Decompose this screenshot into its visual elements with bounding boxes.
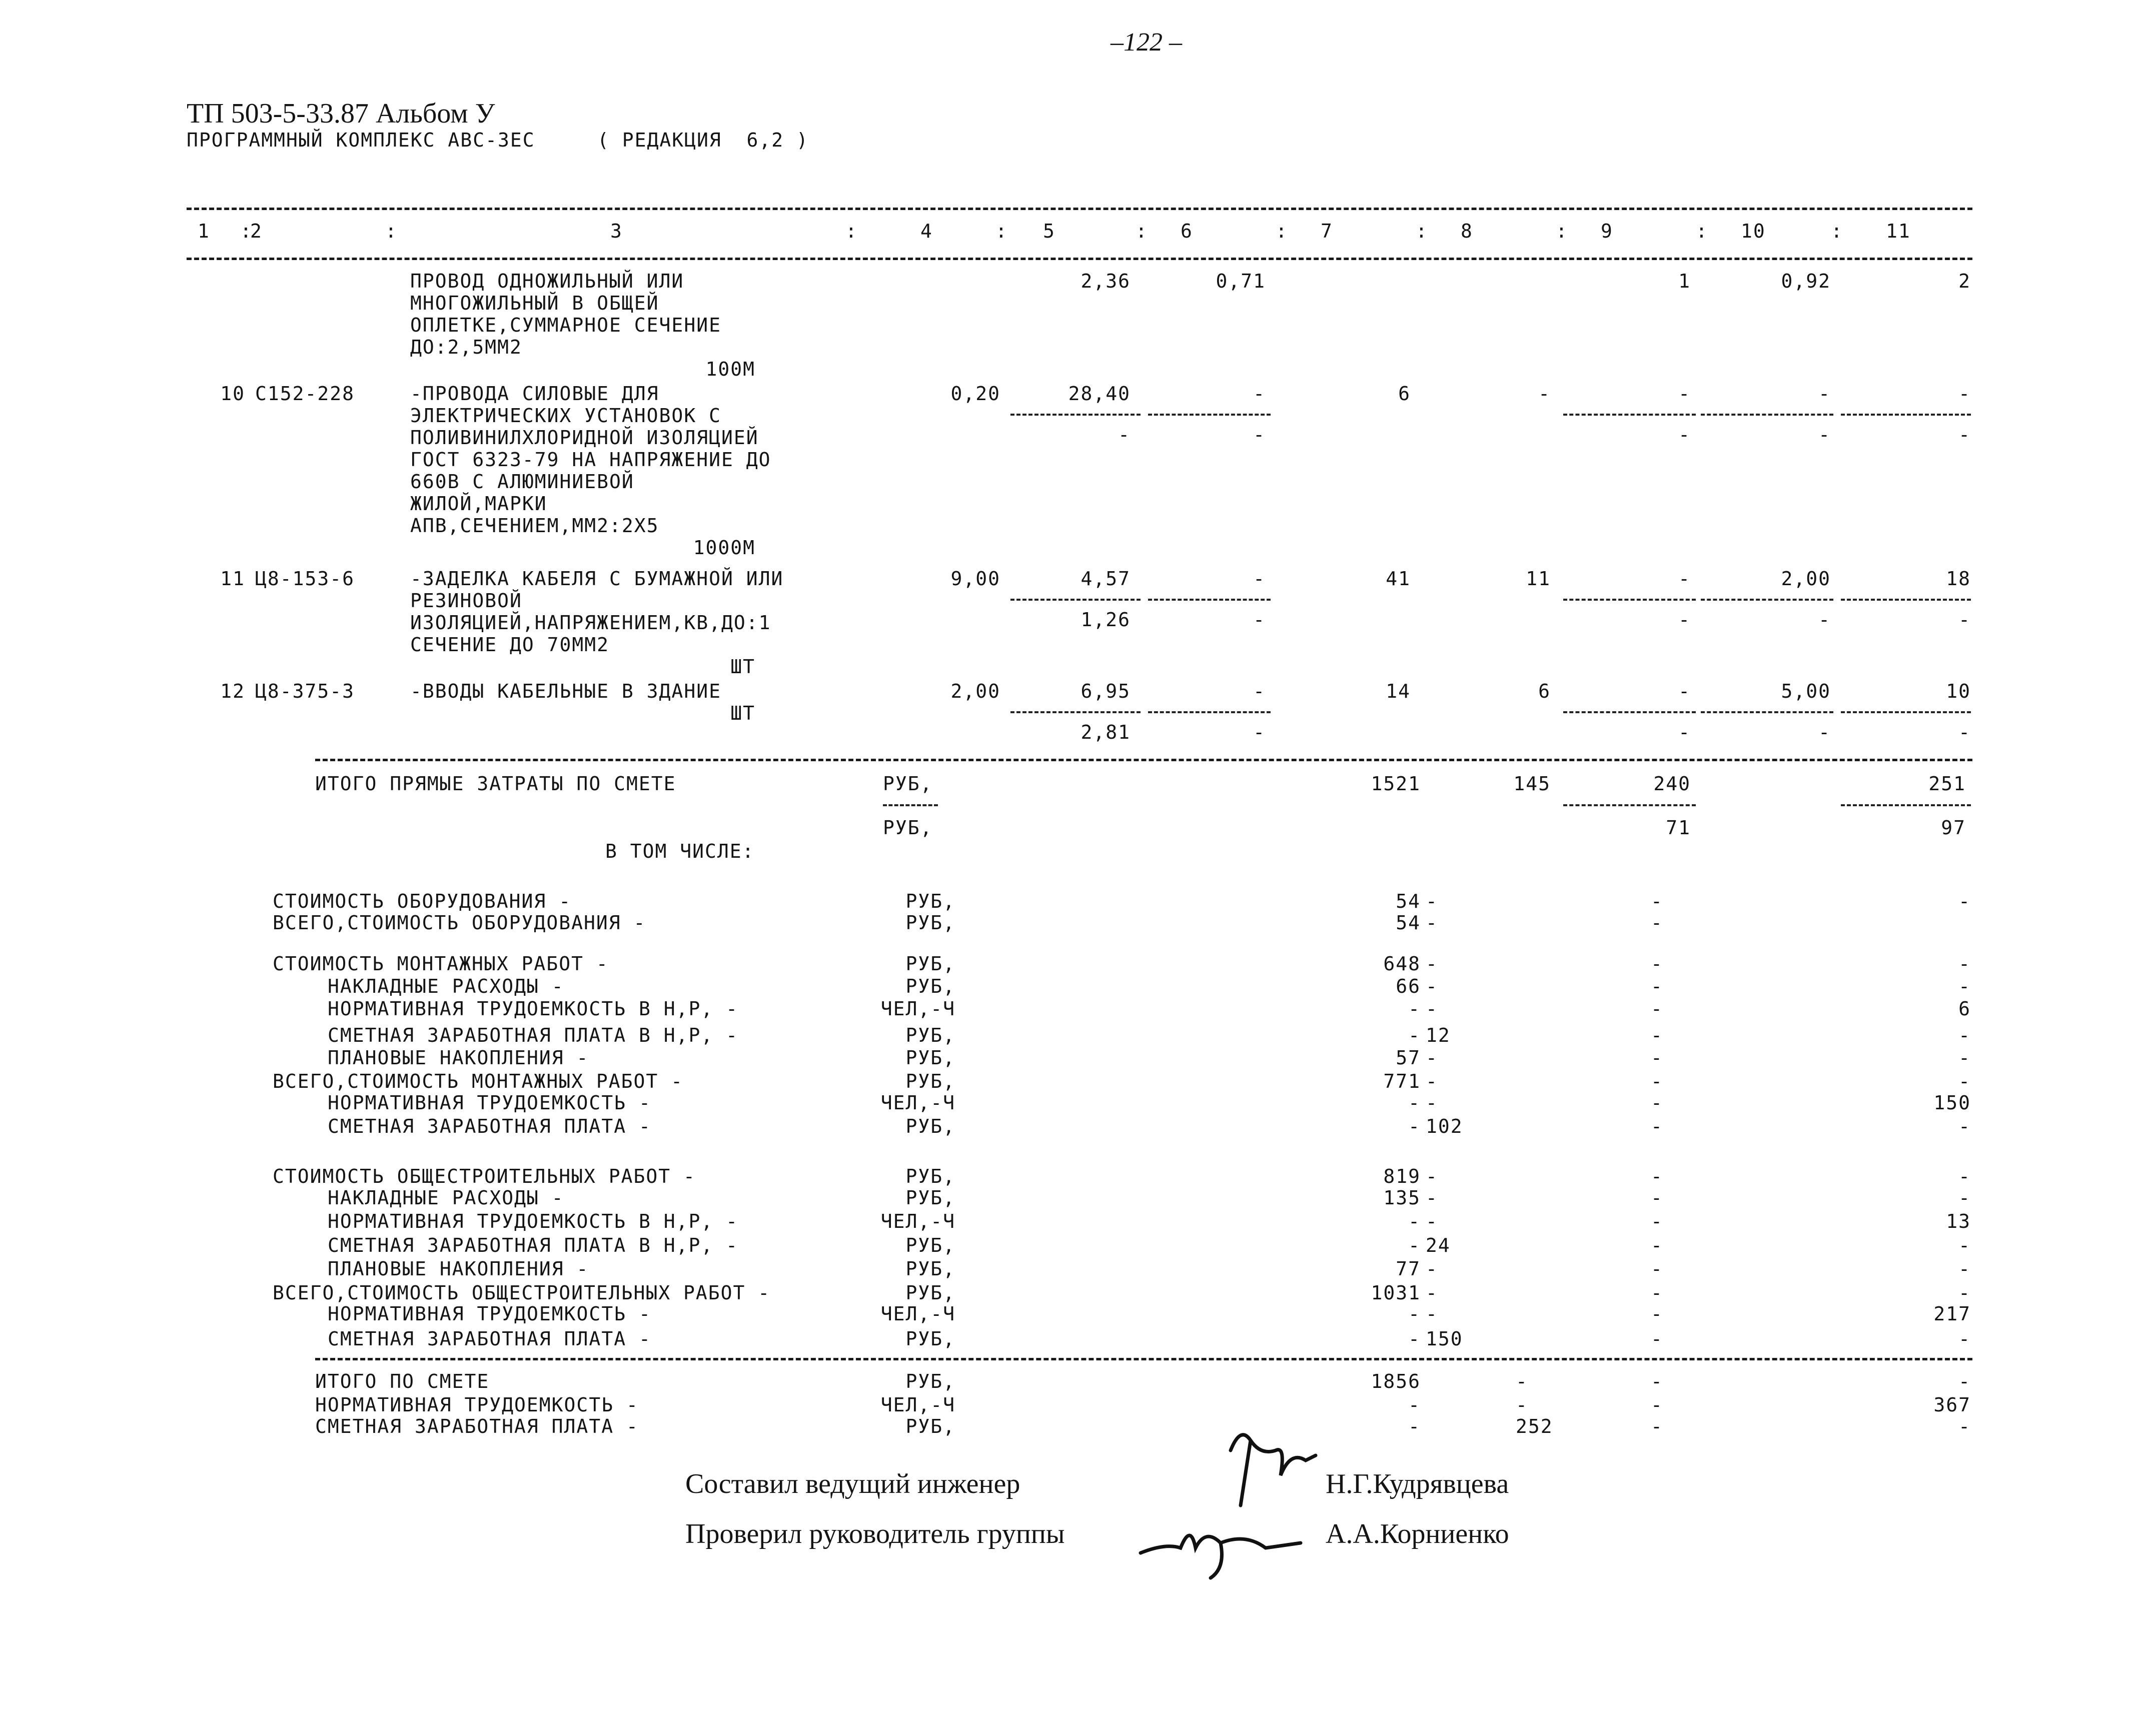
final-c7: - xyxy=(1408,1394,1421,1416)
item-c9: - xyxy=(1678,680,1691,702)
item-description-line: ЖИЛОЙ,МАРКИ xyxy=(410,493,547,515)
item-c11: 2 xyxy=(1958,270,1971,292)
item-c10b: - xyxy=(1818,424,1831,446)
summary-c8: - xyxy=(1426,890,1438,912)
final-c11: - xyxy=(1958,1370,1971,1392)
final-c9: - xyxy=(1651,1394,1663,1416)
summary-c11: 150 xyxy=(1933,1092,1971,1114)
summary-unit: РУБ, xyxy=(905,1165,955,1187)
cell-divider xyxy=(1841,414,1971,416)
item-c5: 4,57 xyxy=(1081,568,1131,590)
item-c6: - xyxy=(1253,568,1266,590)
summary-c8: - xyxy=(1426,953,1438,975)
item-number: 10 xyxy=(220,383,245,405)
item-c6: 0,71 xyxy=(1216,270,1266,292)
item-c9b: - xyxy=(1678,721,1691,743)
item-description-line: МНОГОЖИЛЬНЫЙ В ОБЩЕЙ xyxy=(410,292,659,314)
column-separator: : xyxy=(845,220,858,242)
column-header-2: 2 xyxy=(250,220,263,242)
final-c8: - xyxy=(1516,1394,1528,1416)
item-c11b: - xyxy=(1958,424,1971,446)
signature-kornienko xyxy=(1136,1508,1306,1583)
item-c9: - xyxy=(1678,568,1691,590)
summary-c11: - xyxy=(1958,1258,1971,1280)
summary-c11: - xyxy=(1958,1187,1971,1209)
item-description-line: ПРОВОД ОДНОЖИЛЬНЫЙ ИЛИ xyxy=(410,270,684,292)
summary-c8: - xyxy=(1426,1187,1438,1209)
summary-unit: РУБ, xyxy=(905,1115,955,1137)
final-rule xyxy=(315,1358,1972,1360)
item-code: Ц8-375-3 xyxy=(255,680,355,702)
summary-unit: ЧЕЛ,-Ч xyxy=(880,1092,955,1114)
summary-c11: - xyxy=(1958,1165,1971,1187)
summary-label: ВСЕГО,СТОИМОСТЬ ОБОРУДОВАНИЯ - xyxy=(273,912,646,934)
summary-c8: 24 xyxy=(1426,1234,1451,1256)
item-c4: 9,00 xyxy=(950,568,1000,590)
summary-c9: - xyxy=(1651,1303,1663,1325)
final-unit: ЧЕЛ,-Ч xyxy=(880,1394,955,1416)
item-description-line: ОПЛЕТКЕ,СУММАРНОЕ СЕЧЕНИЕ xyxy=(410,314,721,336)
summary-label: НОРМАТИВНАЯ ТРУДОЕМКОСТЬ В Н,Р, - xyxy=(328,1210,738,1232)
summary-unit: РУБ, xyxy=(905,912,955,934)
column-header-10: 10 xyxy=(1741,220,1766,242)
summary-c7: - xyxy=(1408,1210,1421,1232)
item-c9b: - xyxy=(1678,424,1691,446)
cell-divider xyxy=(1010,414,1141,416)
compiled-by-name: Н.Г.Кудрявцева xyxy=(1326,1468,1509,1499)
item-number: 11 xyxy=(220,568,245,590)
summary-c9: - xyxy=(1651,1258,1663,1280)
final-c8: - xyxy=(1516,1370,1528,1392)
column-header-8: 8 xyxy=(1461,220,1473,242)
direct-total-c7: 1521 xyxy=(1371,773,1421,795)
item-description-line: СЕЧЕНИЕ ДО 70ММ2 xyxy=(410,634,610,656)
item-c5b: - xyxy=(1118,424,1131,446)
summary-c7: 54 xyxy=(1396,912,1421,934)
summary-c9: - xyxy=(1651,1165,1663,1187)
cell-divider xyxy=(1148,599,1271,601)
summary-c8: 150 xyxy=(1426,1328,1463,1350)
column-header-7: 7 xyxy=(1321,220,1333,242)
item-unit: ШТ xyxy=(730,656,755,678)
header-bottom-rule xyxy=(187,258,1972,260)
summary-c11: - xyxy=(1958,1234,1971,1256)
item-c11: 18 xyxy=(1946,568,1971,590)
item-code: Ц8-153-6 xyxy=(255,568,355,590)
column-separator: : xyxy=(1556,220,1568,242)
item-c11: - xyxy=(1958,383,1971,405)
item-c9b: - xyxy=(1678,609,1691,631)
item-description-line: ЭЛЕКТРИЧЕСКИХ УСТАНОВОК С xyxy=(410,405,721,427)
summary-c11: - xyxy=(1958,1282,1971,1304)
summary-unit: ЧЕЛ,-Ч xyxy=(880,1210,955,1232)
item-c6b: - xyxy=(1253,609,1266,631)
item-c6b: - xyxy=(1253,424,1266,446)
item-c10b: - xyxy=(1818,609,1831,631)
summary-unit: РУБ, xyxy=(905,953,955,975)
c11-underline xyxy=(1841,804,1971,806)
summary-c11: - xyxy=(1958,1115,1971,1137)
item-description-line: АПВ,СЕЧЕНИЕМ,ММ2:2Х5 xyxy=(410,515,659,537)
signature-kudryavtseva xyxy=(1221,1420,1321,1510)
final-label: СМЕТНАЯ ЗАРАБОТНАЯ ПЛАТА - xyxy=(315,1415,639,1437)
final-c9: - xyxy=(1651,1415,1663,1437)
summary-unit: РУБ, xyxy=(905,1070,955,1092)
summary-label: СТОИМОСТЬ ОБОРУДОВАНИЯ - xyxy=(273,890,572,912)
column-header-6: 6 xyxy=(1181,220,1193,242)
summary-c7: - xyxy=(1408,998,1421,1020)
summary-c9: - xyxy=(1651,953,1663,975)
item-code: С152-228 xyxy=(255,383,355,405)
item-c8: 11 xyxy=(1526,568,1551,590)
item-c6: - xyxy=(1253,680,1266,702)
summary-c9: - xyxy=(1651,1024,1663,1046)
summary-c9: - xyxy=(1651,998,1663,1020)
summary-label: НАКЛАДНЫЕ РАСХОДЫ - xyxy=(328,1187,564,1209)
summary-c7: 77 xyxy=(1396,1258,1421,1280)
summary-c11: - xyxy=(1958,953,1971,975)
item-c10: - xyxy=(1818,383,1831,405)
item-description-line: -ЗАДЕЛКА КАБЕЛЯ С БУМАЖНОЙ ИЛИ xyxy=(410,568,784,590)
summary-label: ПЛАНОВЫЕ НАКОПЛЕНИЯ - xyxy=(328,1258,589,1280)
item-c4: 0,20 xyxy=(950,383,1000,405)
summary-unit: РУБ, xyxy=(905,1024,955,1046)
summary-unit: РУБ, xyxy=(905,1047,955,1069)
item-c6: - xyxy=(1253,383,1266,405)
summary-c9: - xyxy=(1651,1070,1663,1092)
final-c9: - xyxy=(1651,1370,1663,1392)
summary-c11: - xyxy=(1958,890,1971,912)
header-top-rule xyxy=(187,208,1972,210)
summary-c7: 135 xyxy=(1383,1187,1421,1209)
cell-divider xyxy=(1010,599,1141,601)
summary-c8: 102 xyxy=(1426,1115,1463,1137)
summary-c7: 1031 xyxy=(1371,1282,1421,1304)
cell-divider xyxy=(1701,414,1833,416)
summary-label: СМЕТНАЯ ЗАРАБОТНАЯ ПЛАТА - xyxy=(328,1328,651,1350)
direct-total-c11b: 97 xyxy=(1941,817,1966,839)
item-unit: 1000М xyxy=(693,537,755,559)
summary-unit: ЧЕЛ,-Ч xyxy=(880,1303,955,1325)
cell-divider xyxy=(1563,414,1696,416)
summary-unit: РУБ, xyxy=(905,1328,955,1350)
item-c6b: - xyxy=(1253,721,1266,743)
cell-divider xyxy=(1563,599,1696,601)
column-separator: : xyxy=(1831,220,1843,242)
summary-label: СТОИМОСТЬ ОБЩЕСТРОИТЕЛЬНЫХ РАБОТ - xyxy=(273,1165,696,1187)
checked-by-label: Проверил руководитель группы xyxy=(685,1518,1065,1549)
summary-c11: 13 xyxy=(1946,1210,1971,1232)
summary-c11: - xyxy=(1958,975,1971,997)
cell-divider xyxy=(1841,599,1971,601)
direct-total-unit: РУБ, xyxy=(883,773,933,795)
item-description-line: 660В С АЛЮМИНИЕВОЙ xyxy=(410,471,634,493)
summary-label: НОРМАТИВНАЯ ТРУДОЕМКОСТЬ В Н,Р, - xyxy=(328,998,738,1020)
summary-c11: 217 xyxy=(1933,1303,1971,1325)
column-separator: : xyxy=(1136,220,1148,242)
summary-c7: - xyxy=(1408,1115,1421,1137)
summary-unit: РУБ, xyxy=(905,1187,955,1209)
column-separator: : xyxy=(995,220,1008,242)
item-c5b: 2,81 xyxy=(1081,721,1131,743)
cell-divider xyxy=(1701,599,1833,601)
item-c4: 2,00 xyxy=(950,680,1000,702)
summary-c8: - xyxy=(1426,975,1438,997)
item-c5: 6,95 xyxy=(1081,680,1131,702)
item-number: 12 xyxy=(220,680,245,702)
summary-unit: РУБ, xyxy=(905,975,955,997)
summary-c11: - xyxy=(1958,1328,1971,1350)
summary-label: НОРМАТИВНАЯ ТРУДОЕМКОСТЬ - xyxy=(328,1303,651,1325)
summary-c7: - xyxy=(1408,1234,1421,1256)
final-unit: РУБ, xyxy=(905,1370,955,1392)
cell-divider xyxy=(1563,711,1696,713)
final-label: ИТОГО ПО СМЕТЕ xyxy=(315,1370,490,1392)
final-c11: - xyxy=(1958,1415,1971,1437)
summary-c8: 12 xyxy=(1426,1024,1451,1046)
summary-unit: ЧЕЛ,-Ч xyxy=(880,998,955,1020)
item-c10: 2,00 xyxy=(1781,568,1831,590)
direct-total-c8: 145 xyxy=(1513,773,1551,795)
summary-unit: РУБ, xyxy=(905,1282,955,1304)
summary-c7: - xyxy=(1408,1092,1421,1114)
column-header-1: 1 xyxy=(198,220,210,242)
summary-c7: 54 xyxy=(1396,890,1421,912)
item-description-line: ИЗОЛЯЦИЕЙ,НАПРЯЖЕНИЕМ,КВ,ДО:1 xyxy=(410,612,771,634)
summary-c7: 771 xyxy=(1383,1070,1421,1092)
summary-c9: - xyxy=(1651,1328,1663,1350)
summary-c7: - xyxy=(1408,1328,1421,1350)
summary-c9: - xyxy=(1651,975,1663,997)
column-separator: : xyxy=(385,220,398,242)
item-description-line: -ВВОДЫ КАБЕЛЬНЫЕ В ЗДАНИЕ xyxy=(410,680,721,702)
final-label: НОРМАТИВНАЯ ТРУДОЕМКОСТЬ - xyxy=(315,1394,639,1416)
summary-label: СМЕТНАЯ ЗАРАБОТНАЯ ПЛАТА - xyxy=(328,1115,651,1137)
item-description-line: -ПРОВОДА СИЛОВЫЕ ДЛЯ xyxy=(410,383,659,405)
summary-c8: - xyxy=(1426,1258,1438,1280)
item-c7: 41 xyxy=(1386,568,1411,590)
summary-c8: - xyxy=(1426,998,1438,1020)
summary-c7: 819 xyxy=(1383,1165,1421,1187)
summary-c8: - xyxy=(1426,912,1438,934)
summary-label: ПЛАНОВЫЕ НАКОПЛЕНИЯ - xyxy=(328,1047,589,1069)
summary-c11: - xyxy=(1958,1024,1971,1046)
summary-label: ВСЕГО,СТОИМОСТЬ ОБЩЕСТРОИТЕЛЬНЫХ РАБОТ - xyxy=(273,1282,771,1304)
summary-c9: - xyxy=(1651,1210,1663,1232)
summary-c11: 6 xyxy=(1958,998,1971,1020)
item-c10: 5,00 xyxy=(1781,680,1831,702)
direct-total-label: ИТОГО ПРЯМЫЕ ЗАТРАТЫ ПО СМЕТЕ xyxy=(315,773,676,795)
document-title: ТП 503-5-33.87 Альбом У xyxy=(187,98,495,129)
summary-c7: 648 xyxy=(1383,953,1421,975)
summary-label: СМЕТНАЯ ЗАРАБОТНАЯ ПЛАТА В Н,Р, - xyxy=(328,1024,738,1046)
item-description-line: ГОСТ 6323-79 НА НАПРЯЖЕНИЕ ДО xyxy=(410,449,771,471)
summary-c9: - xyxy=(1651,912,1663,934)
column-header-4: 4 xyxy=(920,220,933,242)
summary-c8: - xyxy=(1426,1210,1438,1232)
final-c8: 252 xyxy=(1516,1415,1553,1437)
item-c7: 6 xyxy=(1398,383,1411,405)
summary-c11: - xyxy=(1958,1070,1971,1092)
item-c11b: - xyxy=(1958,609,1971,631)
summary-label: НОРМАТИВНАЯ ТРУДОЕМКОСТЬ - xyxy=(328,1092,651,1114)
summary-c8: - xyxy=(1426,1282,1438,1304)
totals-rule xyxy=(315,759,1972,761)
direct-total-c9: 240 xyxy=(1653,773,1691,795)
compiled-by-label: Составил ведущий инженер xyxy=(685,1468,1020,1499)
direct-total-c11: 251 xyxy=(1928,773,1966,795)
final-c7: 1856 xyxy=(1371,1370,1421,1392)
summary-c7: 66 xyxy=(1396,975,1421,997)
summary-c9: - xyxy=(1651,1282,1663,1304)
item-c5: 28,40 xyxy=(1068,383,1131,405)
summary-c8: - xyxy=(1426,1070,1438,1092)
column-separator: : xyxy=(240,220,253,242)
summary-c8: - xyxy=(1426,1047,1438,1069)
summary-unit: РУБ, xyxy=(905,1234,955,1256)
final-unit: РУБ, xyxy=(905,1415,955,1437)
item-c9: - xyxy=(1678,383,1691,405)
summary-label: ВСЕГО,СТОИМОСТЬ МОНТАЖНЫХ РАБОТ - xyxy=(273,1070,683,1092)
item-unit: 100М xyxy=(705,358,755,380)
column-separator: : xyxy=(1276,220,1288,242)
including-label: В ТОМ ЧИСЛЕ: xyxy=(605,840,755,862)
summary-c9: - xyxy=(1651,1187,1663,1209)
item-c8: - xyxy=(1538,383,1551,405)
cell-divider xyxy=(1148,414,1271,416)
summary-unit: РУБ, xyxy=(905,890,955,912)
column-header-11: 11 xyxy=(1886,220,1911,242)
summary-c7: - xyxy=(1408,1303,1421,1325)
column-header-3: 3 xyxy=(610,220,623,242)
final-c7: - xyxy=(1408,1415,1421,1437)
summary-c8: - xyxy=(1426,1303,1438,1325)
item-description-line: РЕЗИНОВОЙ xyxy=(410,590,522,612)
summary-c7: 57 xyxy=(1396,1047,1421,1069)
direct-total-unit2: РУБ, xyxy=(883,817,933,839)
item-c7: 14 xyxy=(1386,680,1411,702)
item-c5b: 1,26 xyxy=(1081,609,1131,631)
summary-unit: РУБ, xyxy=(905,1258,955,1280)
summary-c9: - xyxy=(1651,1047,1663,1069)
summary-c9: - xyxy=(1651,890,1663,912)
column-header-9: 9 xyxy=(1601,220,1613,242)
c9-underline xyxy=(1563,804,1696,806)
document-subtitle: ПРОГРАММНЫЙ КОМПЛЕКС АВС-ЗЕС ( РЕДАКЦИЯ 6,2 ) xyxy=(187,129,809,151)
cell-divider xyxy=(1841,711,1971,713)
checked-by-name: А.А.Корниенко xyxy=(1326,1518,1509,1549)
summary-c9: - xyxy=(1651,1234,1663,1256)
column-separator: : xyxy=(1416,220,1428,242)
item-c9: 1 xyxy=(1678,270,1691,292)
summary-c9: - xyxy=(1651,1115,1663,1137)
cell-divider xyxy=(1010,711,1141,713)
item-c11: 10 xyxy=(1946,680,1971,702)
item-c10b: - xyxy=(1818,721,1831,743)
column-separator: : xyxy=(1696,220,1708,242)
item-description-line: ДО:2,5ММ2 xyxy=(410,336,522,358)
summary-c8: - xyxy=(1426,1165,1438,1187)
item-c10: 0,92 xyxy=(1781,270,1831,292)
page-number: –122 – xyxy=(1111,28,1182,57)
summary-c11: - xyxy=(1958,1047,1971,1069)
column-header-5: 5 xyxy=(1043,220,1055,242)
summary-label: СМЕТНАЯ ЗАРАБОТНАЯ ПЛАТА В Н,Р, - xyxy=(328,1234,738,1256)
summary-c8: - xyxy=(1426,1092,1438,1114)
cell-divider xyxy=(1148,711,1271,713)
summary-label: СТОИМОСТЬ МОНТАЖНЫХ РАБОТ - xyxy=(273,953,609,975)
item-c5: 2,36 xyxy=(1081,270,1131,292)
item-c8: 6 xyxy=(1538,680,1551,702)
item-unit: ШТ xyxy=(730,702,755,724)
final-c11: 367 xyxy=(1933,1394,1971,1416)
unit-underline xyxy=(883,804,938,806)
direct-total-c9b: 71 xyxy=(1666,817,1691,839)
summary-c9: - xyxy=(1651,1092,1663,1114)
summary-c7: - xyxy=(1408,1024,1421,1046)
item-description-line: ПОЛИВИНИЛХЛОРИДНОЙ ИЗОЛЯЦИЕЙ xyxy=(410,427,759,449)
summary-label: НАКЛАДНЫЕ РАСХОДЫ - xyxy=(328,975,564,997)
item-c11b: - xyxy=(1958,721,1971,743)
cell-divider xyxy=(1701,711,1833,713)
